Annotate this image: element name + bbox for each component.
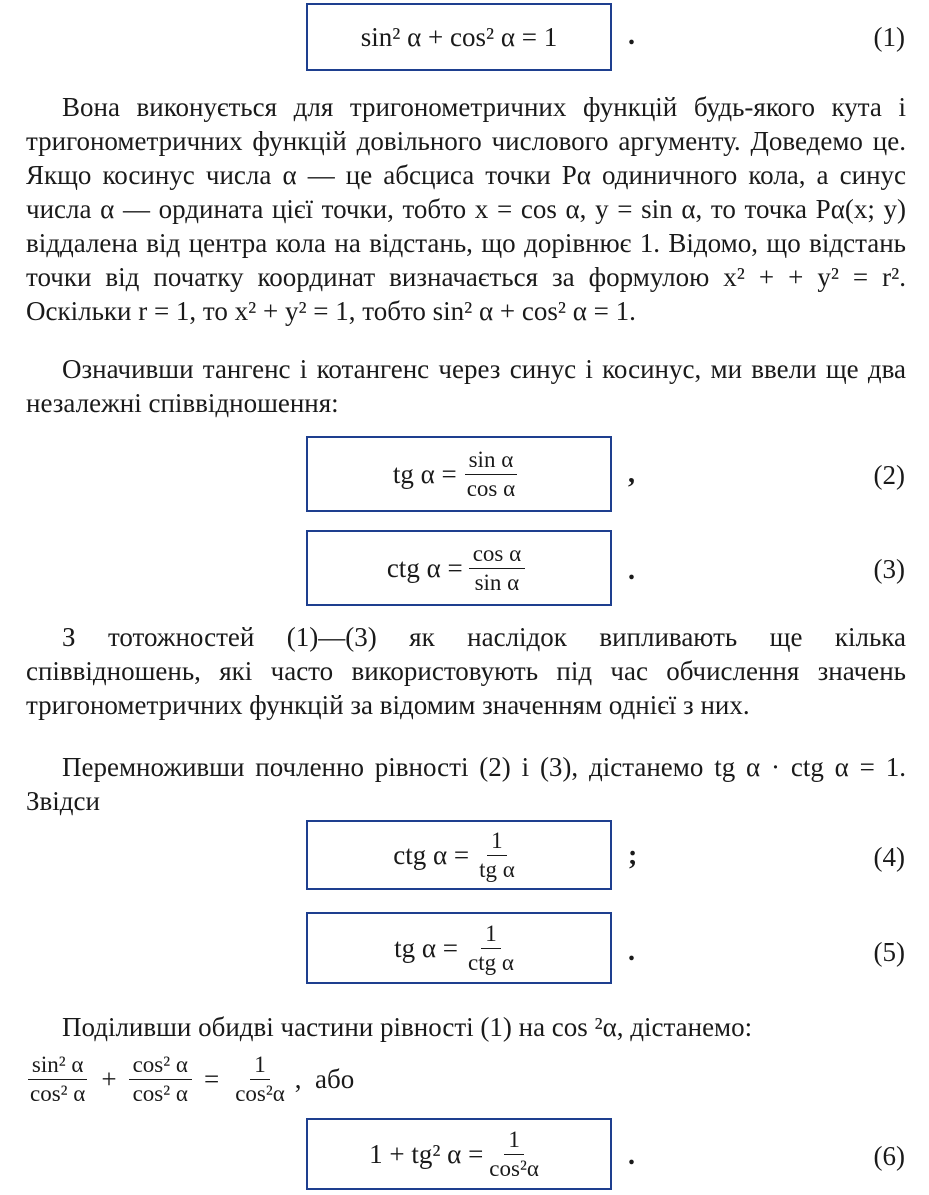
formula-5-punct: . [628,936,635,967]
formula-box-5 [306,912,612,984]
inline-plus: + [101,1064,117,1094]
equation-number-1: (1) [873,22,905,52]
inline-fraction-1-numerator: sin² α [28,1052,88,1080]
inline-division-equation [26,1052,354,1107]
paragraph-consequences-text: З тотожностей (1)—(3) як наслідок випливають ще кілька співвідношень, які часто використовують під час обчислення значень тригонометричних функцій за відомим значенням однієї з них. [26,622,906,720]
formula-box-6 [306,1118,612,1190]
equation-number-3: (3) [873,554,905,584]
paragraph-multiply [26,750,906,818]
formula-3-numerator: cos α [469,541,525,569]
inline-fraction-1-denominator: cos² α [30,1081,86,1106]
inline-fraction-1 [26,1052,89,1107]
inline-fraction-2 [129,1052,192,1107]
formula-2-fraction [463,447,519,502]
equation-number-4: (4) [873,842,905,872]
formula-box-1 [306,3,612,71]
equation-number-2: (2) [873,460,905,490]
formula-6-fraction [485,1127,543,1182]
equation-number-6: (6) [873,1141,905,1171]
inline-fraction-3-denominator: cos²α [235,1081,285,1106]
paragraph-proof-text: Вона виконується для тригонометричних функцій будь-якого кута і тригонометричних функцій довільного числового аргументу. Доведемо це. Якщо косинус числа α — це абсциса точки Pα одиничного кола, а синус числа α — ордината цієї точки, тобто x = cos α, y = sin α, то точка Pα(x; y) віддалена від центра кола на відстань, що дорівнює 1. Відомо, що відстань точки від початку координат визначається за формулою x² + + y² = r². Оскільки r = 1, то x² + y² = 1, тобто sin² α + cos² α = 1. [26,92,906,326]
formula-2-numerator: sin α [465,447,518,475]
formula-2-lhs: tg α = [392,458,457,489]
paragraph-tangent-definition [26,352,906,420]
inline-fraction-3 [231,1052,289,1107]
formula-6-numerator: 1 [504,1127,524,1155]
inline-equals: = [203,1064,220,1094]
inline-tail-text: , або [294,1064,355,1094]
formula-5-fraction [464,921,518,976]
equation-number-5: (5) [873,937,905,967]
formula-3-lhs: ctg α = [386,552,463,583]
formula-1-punct: . [628,20,635,51]
formula-5-lhs: tg α = [394,932,458,963]
formula-2-punct: , [628,458,635,489]
inline-fraction-2-numerator: cos² α [129,1052,192,1080]
paragraph-consequences [26,620,906,722]
formula-4-fraction [475,828,519,883]
formula-5-denominator: ctg α [467,949,514,975]
inline-fraction-3-numerator: 1 [250,1052,270,1080]
formula-box-4 [306,820,612,890]
paragraph-divide [26,1010,906,1044]
formula-1: sin² α + cos² α = 1 [360,21,558,52]
formula-box-3 [306,530,612,606]
inline-fraction-2-denominator: cos² α [132,1081,188,1106]
paragraph-divide-text: Поділивши обидві частини рівності (1) на cos ²α, дістанемо: [62,1012,753,1042]
paragraph-proof [26,90,906,328]
formula-4-punct: ; [628,840,638,871]
formula-4-numerator: 1 [487,828,507,856]
formula-box-2 [306,436,612,512]
formula-6-punct: . [628,1140,635,1171]
formula-3-punct: . [628,555,635,586]
formula-6-lhs: 1 + tg² α = [369,1138,484,1169]
paragraph-multiply-text: Перемноживши почленно рівності (2) і (3), дістанемо tg α · ctg α = 1. Звідси [26,752,906,816]
paragraph-tangent-text: Означивши тангенс і котангенс через синус і косинус, ми ввели ще два незалежні співвідношення: [26,354,906,418]
formula-2-denominator: cos α [466,475,516,501]
formula-4-lhs: ctg α = [393,839,470,870]
formula-3-denominator: sin α [474,569,520,595]
formula-3-fraction [469,541,525,596]
formula-5-numerator: 1 [481,921,501,949]
formula-4-denominator: tg α [479,856,515,882]
formula-6-denominator: cos²α [489,1155,539,1181]
